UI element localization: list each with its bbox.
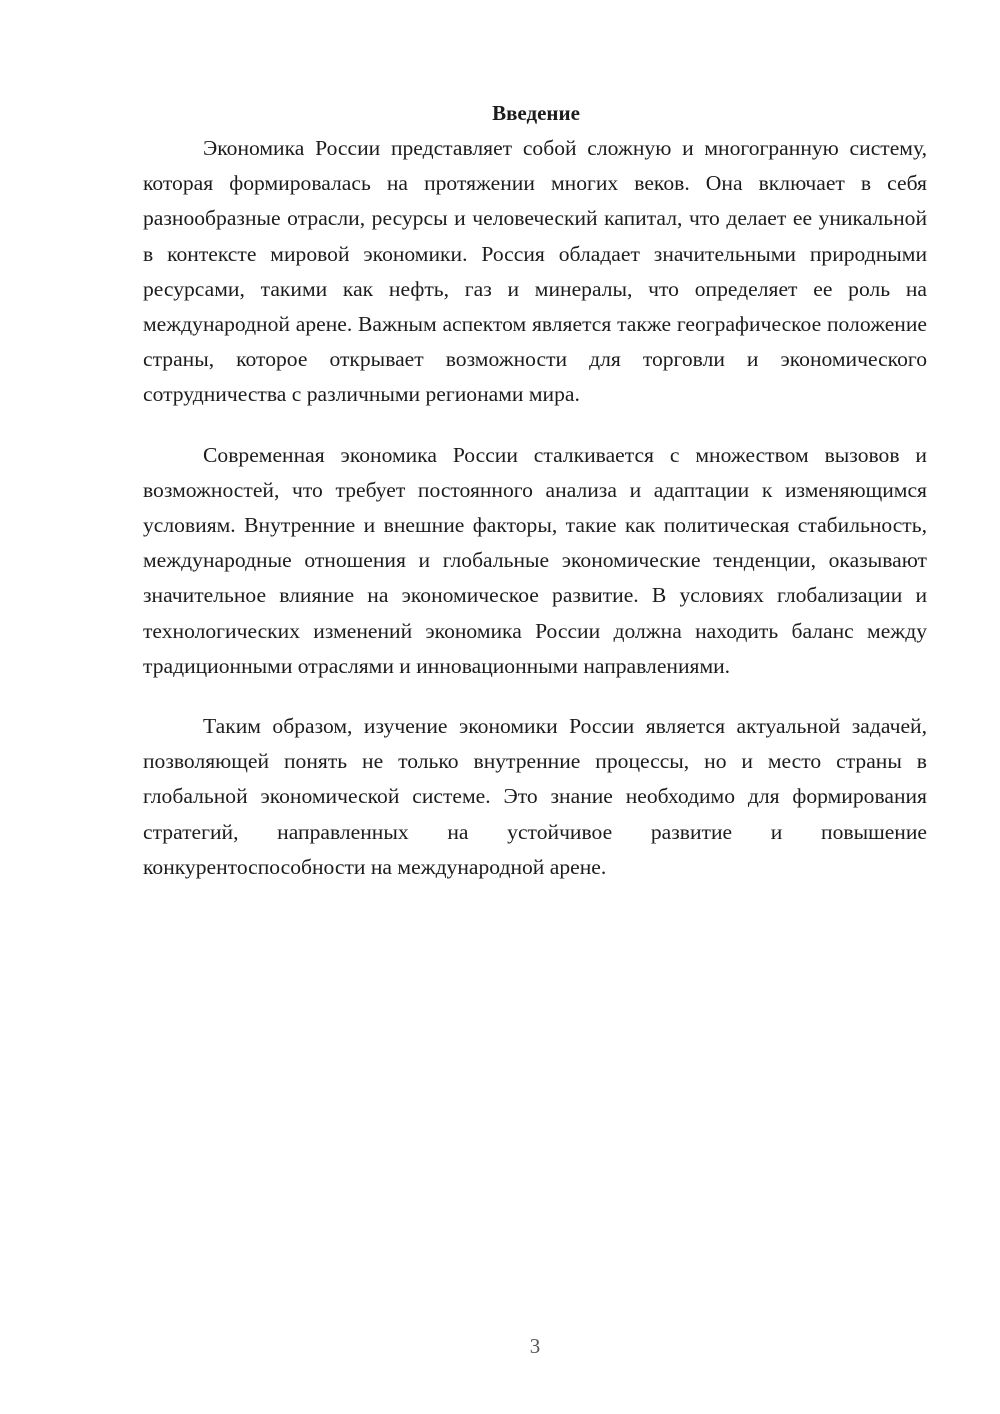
page-number: 3 <box>529 1334 541 1358</box>
paragraph-1: Экономика России представляет собой сложную и многогранную систему, которая формировалась на протяжении многих веков. Она включает в себя разнообразные отрасли, ресурсы и человеческий капитал, что делает ее уникальной в контексте мировой экономики. Россия обладает значительными природными ресурсами, такими как нефть, газ и минералы, что определяет ее роль на международной арене. Важным аспектом является также географическое положение страны, которое открывает возможности для торговли и экономического сотрудничества с различными регионами мира. <box>143 136 927 407</box>
section-title: Введение <box>492 101 580 125</box>
paragraph-3: Таким образом, изучение экономики России является актуальной задачей, позволяющей понять не только внутренние процессы, но и место страны в глобальной экономической системе. Это знание необходимо для формирования стратегий, направленных на устойчивое развитие и повышение конкурентоспособности на международной арене. <box>143 714 927 879</box>
paragraph-2: Современная экономика России сталкивается с множеством вызовов и возможностей, что требует постоянного анализа и адаптации к изменяющимся условиям. Внутренние и внешние факторы, такие как политическая стабильность, международные отношения и глобальные экономические тенденции, оказывают значительное влияние на экономическое развитие. В условиях глобализации и технологических изменений экономика России должна находить баланс между традиционными отраслями и инновационными направлениями. <box>143 442 927 678</box>
page-content <box>143 100 927 910</box>
